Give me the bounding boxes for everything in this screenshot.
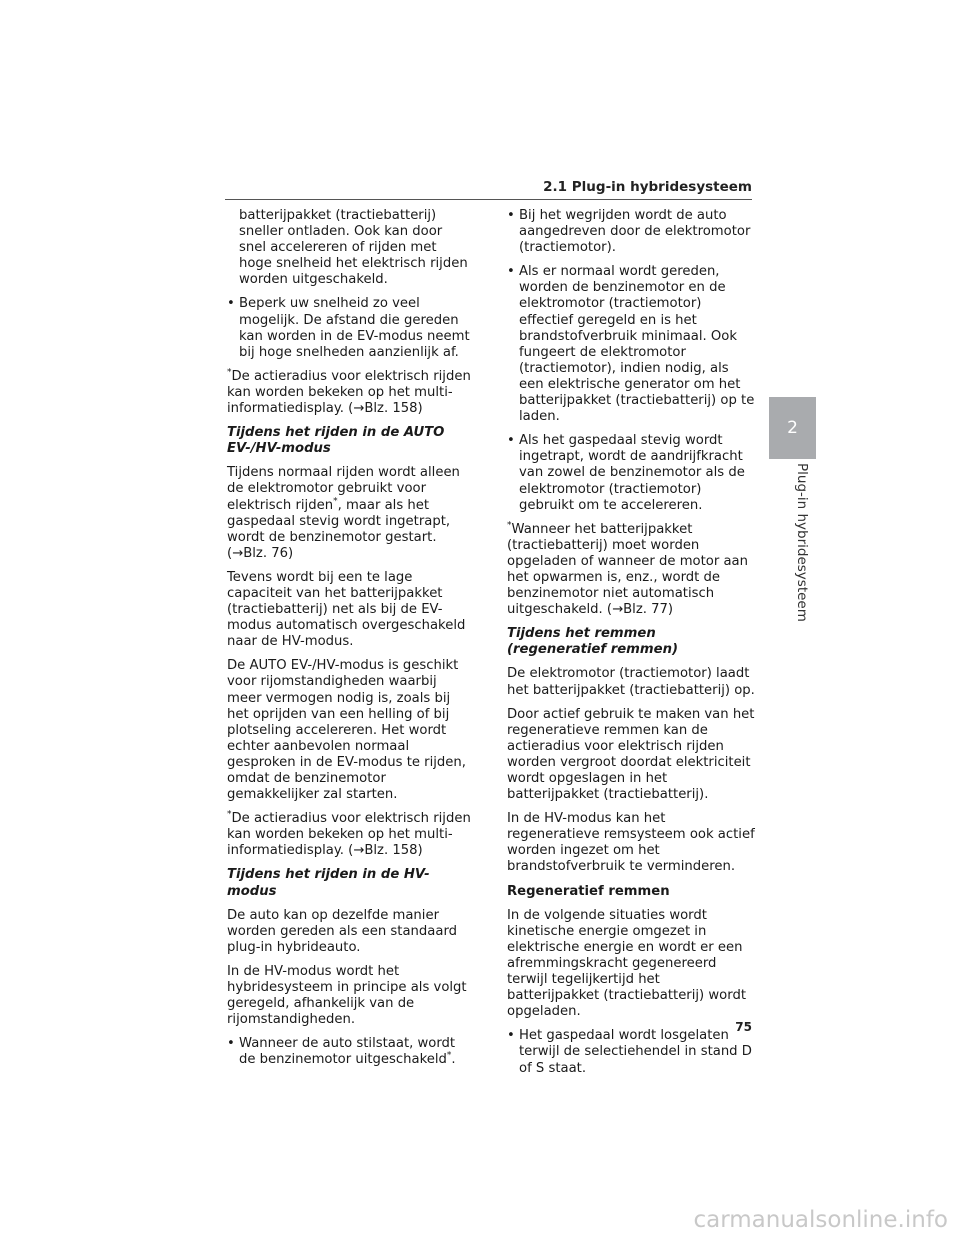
bullet-icon: • [227,1036,235,1052]
footnote-mark: * [446,1051,452,1062]
subheading: Tijdens het rijden in de HV-modus [227,867,430,899]
subheading: Tijdens het remmen (regeneratief remmen) [507,626,678,658]
left-column [227,208,472,1077]
bullet-icon: • [227,296,235,312]
paragraph: In de HV-modus kan het regeneratieve remsysteem ook actief worden ingezet om het brandstofverbruik te verminderen. [507,811,755,875]
bullet-item [507,264,755,425]
footnote-mark: * [333,496,338,507]
footnote-mark: * [507,520,512,531]
bullet-item [507,433,755,513]
bullet-icon: • [507,1028,515,1044]
subheading: Tijdens het rijden in de AUTO EV-/HV-modus [227,425,445,457]
chapter-tab-label [793,463,813,622]
bullet-icon: • [507,433,515,449]
footnote-text: De actieradius voor elektrisch rijden kan worden bekeken op het multi-informatiedisplay. (→Blz. 158) [227,368,471,417]
section-header [225,179,752,200]
paragraph: Door actief gebruik te maken van het regeneratieve remmen kan de actieradius voor elektrisch rijden worden vergroot doordat elektriciteit wordt opgeslagen in het batterijpakket (tractiebatterij). [507,706,755,803]
page-number: 75 [735,1020,752,1034]
paragraph: Tijdens normaal rijden wordt alleen de elektromotor gebruikt voor elektrisch rijden*, maar als het gaspedaal stevig wordt ingetrapt, wordt de benzinemotor gestart. (→Blz. 76) [227,465,460,561]
chapter-title: Plug-in hybridesysteem [794,463,810,622]
footnote-mark: * [227,367,232,378]
footnote-text: De actieradius voor elektrisch rijden kan worden bekeken op het multi-informatiedisplay. (→Blz. 158) [227,811,471,859]
bullet-text: Het gaspedaal wordt losgelaten terwijl de selectiehendel in stand D of S staat. [519,1028,752,1076]
bullet-item [507,208,755,256]
subheading-bold: Regeneratief remmen [507,883,670,899]
section-title: 2.1 Plug-in hybridesysteem [543,179,752,195]
chapter-number: 2 [787,418,798,438]
paragraph: In de HV-modus wordt het hybridesysteem in principe als volgt geregeld, afhankelijk van de rijomstandigheden. [227,963,467,1028]
right-column [507,208,755,1085]
paragraph: In de volgende situaties wordt kinetische energie omgezet in elektrische energie en wordt er een afremmingskracht gegenereerd terwijl tegelijkertijd het batterijpakket (tractiebatterij) wordt opgeladen. [507,907,746,1020]
watermark: carmanualsonline.info [693,1207,948,1233]
paragraph: batterijpakket (tractiebatterij) sneller ontladen. Ook kan door snel accelereren of rijden met hoge snelheid het elektrisch rijden worden uitgeschakeld. [239,208,468,288]
footnote-mark: * [227,809,232,820]
bullet-item [227,296,472,360]
bullet-item [507,1028,755,1076]
bullet-text: Als er normaal wordt gereden, worden de benzinemotor en de elektromotor (tractiemotor) effectief geregeld en is het brandstofverbruik minimaal. Ook fungeert de elektromotor (tractiemotor), indien nodig, als een elektrische generator om het batterijpakket (tractiebatterij) op te laden. [519,264,755,425]
paragraph: Tevens wordt bij een te lage capaciteit van het batterijpakket (tractiebatterij) net als bij de EV-modus automatisch overgeschakeld naar de HV-modus. [227,569,466,650]
bullet-item: • Wanneer de auto stilstaat, wordt de benzinemotor uitgeschakeld*. [227,1036,456,1068]
bullet-text: Als het gaspedaal stevig wordt ingetrapt, wordt de aandrijfkracht van zowel de benzinemotor als de elektromotor (tractiemotor) gebruikt om te accelereren. [519,433,745,513]
bullet-text: Beperk uw snelheid zo veel mogelijk. De afstand die gereden kan worden in de EV-modus neemt bij hoge snelheden aanzienlijk af. [239,296,470,360]
bullet-icon: • [507,208,515,223]
footnote-text: Wanneer het batterijpakket (tractiebatterij) moet worden opgeladen of wanneer de motor aan het opwarmen is, enz., wordt de benzinemotor niet automatisch uitgeschakeld. (→Blz. 77) [507,521,748,618]
paragraph: De AUTO EV-/HV-modus is geschikt voor rijomstandigheden waarbij meer vermogen nodig is, zoals bij het oprijden van een helling of bij plotseling accelereren. Het wordt echter aanbevolen normaal gesproken in de EV-modus te rijden, omdat de benzinemotor gemakkelijker zal starten. [227,658,466,803]
paragraph: De elektromotor (tractiemotor) laadt het batterijpakket (tractiebatterij) op. [507,666,755,698]
paragraph: De auto kan op dezelfde manier worden gereden als een standaard plug-in hybrideauto. [227,907,458,955]
footnote [227,369,472,417]
footnote [227,811,472,859]
bullet-icon: • [507,264,515,280]
bullet-text: Bij het wegrijden wordt de auto aangedreven door de elektromotor (tractiemotor). [519,208,751,256]
chapter-tab [769,397,816,459]
footnote [507,522,755,619]
